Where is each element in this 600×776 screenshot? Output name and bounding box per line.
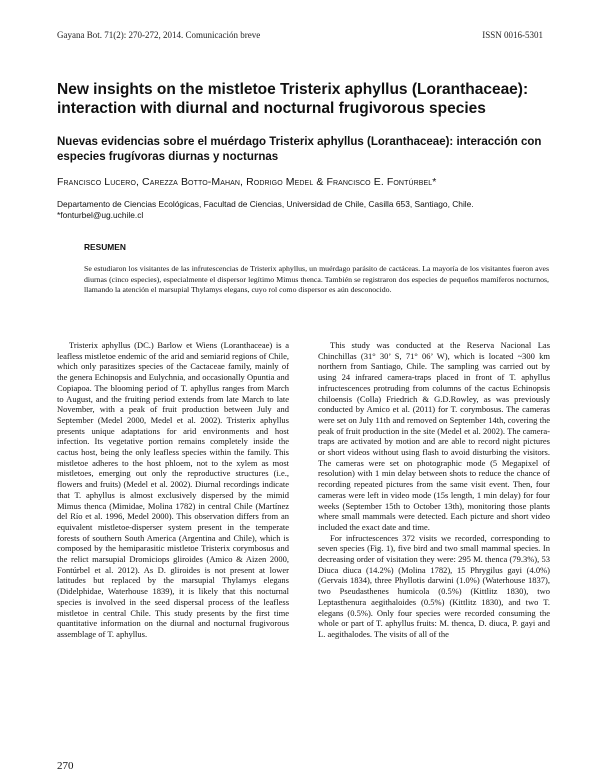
body-paragraph: For infructescences 372 visits we recorded, corresponding to seven species (Fig. 1), five bird and two small mammal species. In decreasing order of visitation they were: 295 M. thenca (79.3%), 53 Diuca diuca (14.2%) (Molina 1782), 15 Phrygilus gayi (4.0%) (Gervais 1834), three Phyllotis darwini (1.0%) (Waterhouse 1837), two Pseudasthenes humicola (0.5%) (Kittlitz 1830), two Leptasthenura aegithaloides (0.5%) (Kittlitz 1830), and two T. elegans (0.5%). Only four species were recorded consuming the whole or part of T. aphyllus fruits: M. thenca, D. diuca, P. gayi and L. aegithalodes. The visits of all of the [318,532,550,639]
body-paragraph: This study was conducted at the Reserva Nacional Las Chinchillas (31° 30’ S, 71° 06’ W), which is located ~300 km northern from Santiago, Chile. The sampling was carried out by using 24 infrared camera-traps placed in front of T. aphyllus infructescences protruding from columns of the cactus Echinopsis chiloensis (Colla) Friedrich & G.D.Rowley, as was previously conducted by Amico et al. (2011) for T. corymbosus. The cameras were set on July 11th and removed on September 14th, covering the peak of fruit production in the site (Medel et al. 2002). The camera-traps are activated by motion and are able to record night pictures or short videos without using flash to avoid disturbing the visitors. The cameras were set on photographic mode (5 Megapixel of resolution) with 1 min delay between shots to reduce the chance of recording repeated pictures from the same visit event. Then, four cameras were left in video mode (15s length, 1 min delay) for four weeks (September 15th to October 13th), monitoring those plants where small mammals were detected. Each picture and short video included the exact date and time. [318,340,550,532]
affiliation-block [57,199,552,221]
body-column-left [57,340,289,640]
issn: ISSN 0016-5301 [482,30,543,40]
resumen-heading: RESUMEN [84,242,126,252]
resumen-text: Se estudiaron los visitantes de las infrutescencias de Tristerix aphyllus, un muérdago parásito de cactáceas. La mayoría de los visitantes fueron aves diurnas (cinco especies), especialmente el dispersor legítimo Mimus thenca. También se registraron dos especies de pequeños mamíferos nocturnos, llamando la atención el marsupial Thylamys elegans, cuyo rol como dispersor es aún desconocido. [84,264,549,294]
title-english: New insights on the mistletoe Tristerix aphyllus (Loranthaceae): interaction with diurnal and nocturnal frugivorous species [57,81,529,117]
authors: Francisco Lucero, Carezza Botto-Mahan, Rodrigo Medel & Francisco E. Fontúrbel* [57,176,437,188]
title-spanish: Nuevas evidencias sobre el muérdago Tristerix aphyllus (Loranthaceae): interacción con especies frugívoras diurnas y nocturnas [57,136,542,163]
journal-reference: Gayana Bot. 71(2): 270-272, 2014. Comunicación breve [57,30,261,40]
contact-email: *fonturbel@ug.uchile.cl [57,210,144,220]
affiliation: Departamento de Ciencias Ecológicas, Facultad de Ciencias, Universidad de Chile, Casilla 653, Santiago, Chile. [57,199,474,209]
page-number: 270 [57,760,74,772]
body-paragraph: Tristerix aphyllus (DC.) Barlow et Wiens (Loranthaceae) is a leafless mistletoe endemic of the arid and semiarid regions of Chile, which only parasitizes species of the Cactaceae family, mainly of the genera Echinopsis and Eulychnia, and occasionally Opuntia and Copiapoa. The blooming period of T. aphyllus ranges from March to August, and the fruiting period extends from late March to late November, with a peak of fruit production between July and September (Medel 2000, Medel et al. 2002). Tristerix aphyllus presents unique adaptations for arid environments and host infection. Its vegetative portion remains completely inside the cactus host, being the only leafless species within the family. This mistletoe adheres to the host phloem, not to the xylem as most mistletoes, emerging out only the reproductive structures (i.e., flowers and fruits) (Medel et al. 2002). Diurnal recordings indicate that T. aphyllus is almost exclusively dispersed by the mimid Mimus thenca (Mimidae, Molina 1782) in central Chile (Martínez del Río et al. 1996, Medel 2000). This observation differs from an equivalent mistletoe-disperser system present in the temperate forests of southern South America (Argentina and Chile), which is composed by the hemiparasitic mistletoe Tristerix corymbosus and the relict marsupial Dromiciops gliroides (Amico & Aizen 2000, Fontúrbel et al. 2012). As D. gliroides is not present at lower latitudes but replaced by the marsupial Thylamys elegans (Didelphidae, Waterhouse 1839), it is likely that this nocturnal species is involved in the seed dispersal process of the leafless mistletoe in central Chile. This study presents by the first time quantitative information on the diurnal and nocturnal frugivorous assemblage of T. aphyllus. [57,340,289,639]
body-column-right [318,340,550,640]
